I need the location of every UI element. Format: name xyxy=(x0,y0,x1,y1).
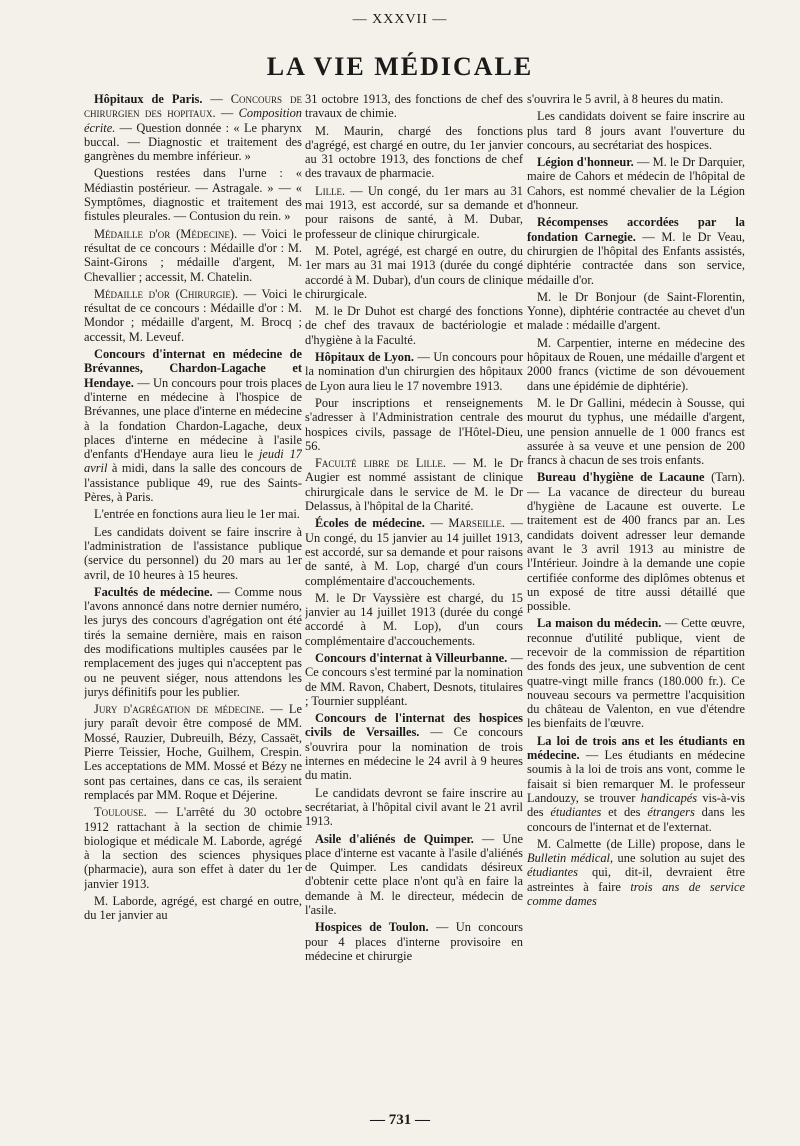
paragraph-text: dans les concours de l'internat et de l'externat. xyxy=(527,805,745,834)
paragraph xyxy=(84,347,302,504)
section-heading: Récompenses accordées par la fondation Carnegie. xyxy=(527,215,745,244)
inline-italic: étudiantes xyxy=(550,805,602,820)
section-heading: Hôpitaux de Paris. xyxy=(94,92,203,106)
inline-italic: étudiantes xyxy=(527,865,578,880)
paragraph: s'ouvrira le 5 avril, à 8 heures du matin. xyxy=(527,92,724,106)
paragraph xyxy=(305,184,523,241)
inline-label: Faculté libre de Lille. xyxy=(315,456,447,471)
paragraph: Les candidats doivent se faire inscrire à l'administration de l'assistance publique (service du personnel) du 20 mars au 1er avril, de 10 heures à 15 heures. xyxy=(84,524,302,582)
page-title: LA VIE MÉDICALE xyxy=(266,52,534,81)
paragraph xyxy=(84,92,302,163)
inline-italic: trois ans de service comme dames xyxy=(527,879,745,909)
paragraph xyxy=(527,734,745,834)
paragraph: M. Laborde, agrégé, est chargé en outre, du 1er janvier au xyxy=(84,894,302,923)
paragraph-text: — Un concours pour trois places d'interne en médecine à l'hospice de Brévannes, une place d'interne en médecine à la fondation Chardon-Lagache, deux places d'interne en médecine à l'asile d'enfants d'Hendaye aura lieu le xyxy=(84,375,302,462)
paragraph-text: vis-à-vis des xyxy=(527,790,745,820)
inline-label: Lille. xyxy=(315,183,346,198)
paragraph xyxy=(527,155,745,212)
column-3 xyxy=(527,92,745,1097)
paragraph-text: et des xyxy=(601,805,648,820)
inline-italic: Composition écrite. xyxy=(84,106,302,135)
paragraph xyxy=(305,516,523,587)
paragraph-text: M. Calmette (de Lille) propose, dans le xyxy=(537,836,745,851)
paragraph xyxy=(527,616,745,730)
inline-label: — Concours de chirurgien des hopitaux. — xyxy=(84,92,302,121)
paragraph xyxy=(84,287,302,344)
paragraph xyxy=(305,651,523,708)
inline-italic: étrangers xyxy=(647,805,695,820)
paragraph-text: — Voici le résultat de ce concours : Médaille d'or : M. Saint-Girons ; médaille d'argent, M. Chevallier ; accessit, M. Chatelin. xyxy=(84,226,302,284)
inline-italic: jeudi 17 avril xyxy=(84,447,302,476)
paragraph-text: — Ce concours s'ouvrira pour la nomination de trois internes en médecine le 24 avril à 9 heures du matin. xyxy=(305,725,523,783)
paragraph-text: — M. le Dr Veau, chirurgien de l'hôpital des Enfants assistés, diphtérie contractée dans son service, médaille d'or. xyxy=(527,229,745,287)
paragraph: M. Potel, agrégé, est chargé en outre, du 1er mars au 31 mai 1913 (durée du congé accordé à M. Dubar), d'un cours de clinique chirurgicale. xyxy=(305,243,523,301)
section-heading: Hospices de Toulon. xyxy=(315,920,429,935)
paragraph xyxy=(84,585,302,699)
section-heading: Asile d'aliénés de Quimper. xyxy=(315,831,474,846)
paragraph: L'entrée en fonctions aura lieu le 1er mai. xyxy=(94,507,300,522)
paragraph: Le candidats devront se faire inscrire au secrétariat, à l'hôpital civil avant le 21 avril 1913. xyxy=(305,785,523,829)
paragraph-text: — Question donnée : « Le pharynx buccal. — Diagnostic et traitement des gangrènes du membre inférieur. » xyxy=(84,120,302,164)
inline-label: Jury d'agrégation de médecine. xyxy=(94,702,265,717)
section-heading: Écoles de médecine. xyxy=(315,516,425,531)
paragraph-text: — Le jury paraît devoir être composé de MM. Mossé, Rauzier, Dubreuilh, Bézy, Cassaët, Pierre Teissier, Hoche, Guilhem, Crespin. Les acceptations de MM. Mossé et Bézy ne sont pas certaines, dans ce cas, ils seraient remplacés par MM. Roque et Déjerine. xyxy=(84,702,302,802)
section-heading: Bureau d'hygiène de Lacaune xyxy=(537,470,705,485)
paragraph xyxy=(305,832,523,918)
section-heading: Concours de l'internat des hospices civils de Versailles. xyxy=(305,711,523,740)
paragraph: M. le Dr Vayssière est chargé, du 15 janvier au 14 juillet 1913 (durée du congé accordé à M. Lop), d'un cours complémentaire d'accouchements. xyxy=(305,590,523,648)
paragraph-text: — L'arrêté du 30 octobre 1912 rattachant à la section de chimie biologique et médicale M. Laborde, agrégé à la section des sciences physiques (pharmacie), aura son effet à dater du 1er janvier 1913. xyxy=(84,805,302,891)
paragraph xyxy=(305,350,523,393)
paragraph xyxy=(84,227,302,284)
inline-italic: handicapés xyxy=(640,790,698,805)
paragraph: M. le Dr Gallini, médecin à Sousse, qui mourut du typhus, une médaille d'argent, une pension annuelle de 1 000 francs est assurée à sa veuve et une pension de 200 francs à chacun de ses trois enfants. xyxy=(527,395,745,468)
paragraph xyxy=(305,711,523,782)
paragraph-text: — Cette œuvre, reconnue d'utilité publique, vient de recevoir de la commission de répartition des fonds des jeux, une subvention de cent quatre-vingt mille francs (180.000 fr.). Ce nouveau secours va permettre l'acquisition du château de Valenton, en vue d'étendre les bienfaits de l'œuvre. xyxy=(527,616,745,731)
paragraph-text: — M. le Dr Augier est nommé assistant de clinique chirurgicale dans le service de M. le Dr Delassus, à l'hôpital de la Charité. xyxy=(305,456,523,514)
paragraph: 31 octobre 1913, des fonctions de chef des travaux de chimie. xyxy=(305,92,523,121)
section-heading: La loi de trois ans et les étudiants en médecine. xyxy=(527,733,745,763)
paragraph: Les candidats doivent se faire inscrire au plus tard 8 jours avant l'ouverture du concours, au secrétariat des hospices. xyxy=(527,109,745,152)
paragraph-text: — Un congé, du 15 janvier au 14 juillet 1913, est accordé, sur sa demande et pour raisons de santé, à M. Lop, chargé d'un cours complémentaire d'accouchements. xyxy=(305,516,523,588)
section-heading: Concours d'internat à Villeurbanne. xyxy=(315,650,508,665)
paragraph xyxy=(305,456,523,513)
paragraph-text: — Une place d'interne est vacante à l'asile d'aliénés de Quimper. Les candidats désireux d'obtenir cette place n'ont qu'à en faire la demande à M. le directeur, médecin de l'asile. xyxy=(305,831,523,918)
paragraph-text: — Les étudiants en médecine soumis à la loi de trois ans vont, comme le faisait si bien remarquer M. le professeur Landouzy, se trouver xyxy=(527,748,745,805)
paragraph xyxy=(305,920,523,963)
paragraph-text: qui, dit-il, devraient être astreintes à faire xyxy=(527,865,745,894)
inline-label: Médaille d'or (Chirurgie). xyxy=(94,286,239,301)
paragraph xyxy=(527,470,745,613)
paragraph: M. Carpentier, interne en médecine des hôpitaux de Rouen, une médaille d'argent et 2000 francs (victime de son dévouement dans une épidémie de diphtérie). xyxy=(527,335,745,393)
paragraph xyxy=(527,215,745,286)
section-heading: Concours d'internat en médecine de Brévannes, Chardon-Lagache et Hendaye. xyxy=(84,347,302,390)
inline-label: Toulouse. xyxy=(94,805,147,820)
paragraph-text: — Voici le résultat de ce concours : Médaille d'or : M. Mondor ; médaille d'argent, M. Brocq ; accessit, M. Leveuf. xyxy=(84,286,302,344)
paragraph xyxy=(527,837,745,908)
inline-italic: Bulletin médical xyxy=(527,851,610,866)
paragraph-text: , une solution au sujet des xyxy=(609,851,745,866)
paragraph-text: (Tarn). — La vacance de directeur du bureau d'hygiène de Lacaune est ouverte. Le traitement est de 400 francs par an. Les candidats doivent adresser leur demande avant le 3 avril 1913 au ministre de l'Intérieur. Joindre à la demande une copie certifiée conforme des diplômes obtenus et un exposé de titre aussi détaillé que possible. xyxy=(527,470,745,614)
paragraph-text: à midi, dans la salle des concours de l'assistance publique 49, rue des Saints-Pères, à Paris. xyxy=(84,461,302,505)
section-heading: Légion d'honneur. xyxy=(537,155,634,170)
folio-numeral: — XXXVII — xyxy=(352,12,448,27)
column-2 xyxy=(305,92,523,1097)
paragraph: M. le Dr Duhot est chargé des fonctions de chef des travaux de bactériologie et d'hygiène à la Faculté. xyxy=(305,304,523,347)
inline-label: Médaille d'or (Médecine). xyxy=(94,226,238,241)
section-heading: Hôpitaux de Lyon. xyxy=(315,350,414,365)
paragraph xyxy=(84,805,302,891)
paragraph: M. le Dr Bonjour (de Saint-Florentin, Yonne), diphtérie contractée au chevet d'un malade : médaille d'argent. xyxy=(527,289,745,333)
paragraph-text: — Un congé, du 1er mars au 31 mai 1913, est accordé, sur sa demande et pour raisons de santé, à M. Dubar, professeur de clinique chirurgicale. xyxy=(305,183,523,241)
paragraph-text: — Comme nous l'avons annoncé dans notre dernier numéro, les jurys des concours d'agrégation ont été tirés la semaine dernière, mais en raison des modifications multiples causées par le remplacement des juges qui n'acceptent pas ou ne peuvent siéger, nous attendons les jurys définitifs pour les publier. xyxy=(84,584,302,699)
page-number: — 731 — xyxy=(370,1112,430,1128)
section-heading: La maison du médecin. xyxy=(537,616,662,631)
paragraph-text: — Un concours pour 4 places d'interne provisoire en médecine et chirurgie xyxy=(305,920,523,963)
paragraph: Questions restées dans l'urne : « Médiastin postérieur. — Astragale. » — « Symptômes, diagnostic et traitement des fistules pleurales. — Contusion du rein. » xyxy=(84,166,302,224)
paragraph: Pour inscriptions et renseignements s'adresser à l'Administration centrale des hospices civils, passage de l'Hôtel-Dieu, 56. xyxy=(305,395,523,453)
column-1 xyxy=(84,92,302,1097)
paragraph-text: — M. le Dr Darquier, maire de Cahors et médecin de l'hôpital de Cahors, est nommé chevalier de la Légion d'honneur. xyxy=(527,155,745,213)
paragraph: M. Maurin, chargé des fonctions d'agrégé, est chargé en outre, du 1er janvier au 31 octobre 1913, des fonctions de chef des travaux de pharmacie. xyxy=(305,123,523,181)
paragraph-text: — Un concours pour la nomination d'un chirurgien des hôpitaux de Lyon aura lieu le 17 novembre 1913. xyxy=(305,350,523,393)
paragraph xyxy=(84,702,302,802)
section-heading: Facultés de médecine. xyxy=(94,584,213,599)
inline-label: — Marseille. xyxy=(424,516,506,531)
paragraph-text: — Ce concours s'est terminé par la nomination de MM. Ravon, Chabert, Desnots, titulaires ; Tournier suppléant. xyxy=(305,650,523,708)
